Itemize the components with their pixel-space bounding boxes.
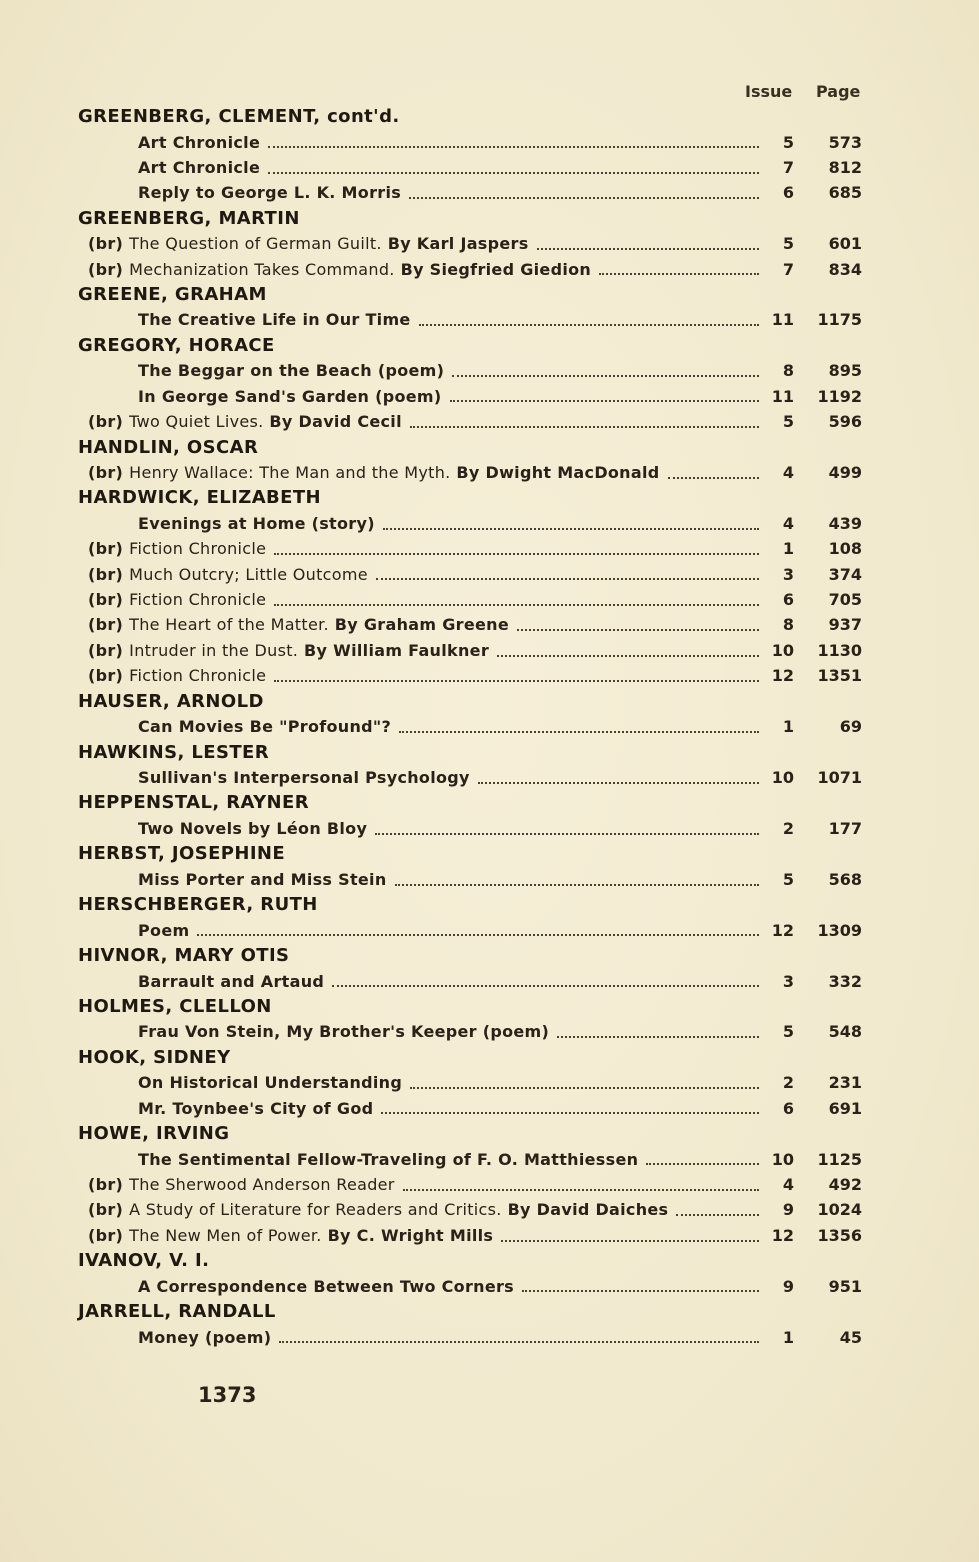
index-entry [0,358,979,383]
leader-dots [268,172,759,174]
entry-title-text: The Sherwood Anderson Reader [129,1175,395,1195]
index-entry [0,1096,979,1121]
index-entry [0,1147,979,1172]
leader-dots [452,375,759,377]
index-entry [0,1223,979,1248]
page-number-cell: 812 [828,157,862,177]
author-heading: JARRELL, RANDALL [78,1301,276,1323]
leader-dots [419,324,759,326]
entry-title [138,1147,638,1172]
index-entry [0,130,979,155]
entry-title [138,511,375,536]
issue-number: 8 [782,361,794,381]
entry-title-text: Henry Wallace: The Man and the Myth. [129,463,451,483]
index-entry [0,155,979,180]
page-number-cell: 951 [828,1276,862,1296]
entry-title-text: Mechanization Takes Command. [129,259,395,279]
page-number-cell: 1309 [817,920,862,940]
entry-title-text: Intruder in the Dust. [129,640,299,660]
issue-number: 6 [782,183,794,203]
issue-number: 5 [782,869,794,889]
leader-dots [403,1189,759,1191]
leader-dots [478,782,759,784]
page-number-cell: 601 [828,234,862,254]
entry-title [138,918,189,943]
entry-title [88,536,266,561]
reviewed-author: By William Faulkner [304,640,490,660]
index-entry [0,536,979,561]
issue-number: 2 [782,1073,794,1093]
page-number-cell: 937 [828,615,862,635]
entry-title [88,562,368,587]
leader-dots [450,400,760,402]
leader-dots [522,1290,759,1292]
entry-title [138,1070,402,1095]
issue-number: 1 [782,539,794,559]
reviewed-author: By Graham Greene [334,615,509,635]
issue-number: 4 [782,513,794,533]
page-number-cell: 108 [828,539,862,559]
page-number-cell: 439 [828,513,862,533]
author-heading: HERBST, JOSEPHINE [78,843,286,865]
entry-title [88,587,266,612]
entry-title [138,816,367,841]
author-heading: HOLMES, CLELLON [78,995,272,1017]
book-review-tag: (br) [88,1200,124,1220]
leader-dots [383,528,759,530]
author-heading: HOOK, SIDNEY [78,1046,231,1068]
page-number-cell: 1175 [817,310,862,330]
author-heading: HAWKINS, LESTER [78,741,269,763]
issue-number: 12 [771,666,794,686]
book-review-tag: (br) [88,590,124,610]
entry-title [138,1019,549,1044]
entry-title-text: The New Men of Power. [129,1225,322,1245]
index-entry [0,511,979,536]
entry-title [138,714,391,739]
index-entry [0,231,979,256]
issue-number: 1 [782,717,794,737]
entry-title-text: The Beggar on the Beach (poem) [138,361,445,381]
entry-title [138,307,411,332]
column-headers [0,82,979,104]
entry-title-text: On Historical Understanding [138,1073,403,1093]
reviewed-author: By Siegfried Giedion [400,259,592,279]
reviewed-author: By David Cecil [269,412,402,432]
entry-title-text: Art Chronicle [138,132,261,152]
author-heading: HAUSER, ARNOLD [78,690,264,712]
leader-dots [517,629,759,631]
entry-title-text: The Heart of the Matter. [129,615,329,635]
author-heading: HERSCHBERGER, RUTH [78,894,318,916]
author-heading: IVANOV, V. I. [78,1250,210,1272]
entry-title-text: Fiction Chronicle [129,590,267,610]
issue-number: 10 [771,768,794,788]
issue-number: 9 [782,1276,794,1296]
page-number-cell: 1071 [817,768,862,788]
leader-dots [557,1036,759,1038]
index-entry [0,1070,979,1095]
entry-title-text: Fiction Chronicle [129,539,267,559]
leader-dots [279,1341,759,1343]
page-number-cell: 332 [828,971,862,991]
index-entry [0,1274,979,1299]
book-review-tag: (br) [88,640,124,660]
leader-dots [376,578,759,580]
leader-dots [274,604,759,606]
page-number-cell: 573 [828,132,862,152]
entry-title-text: Barrault and Artaud [138,971,325,991]
leader-dots [274,553,759,555]
author-heading: HEPPENSTAL, RAYNER [78,792,309,814]
entry-title [88,460,660,485]
issue-number: 3 [782,971,794,991]
issue-number: 7 [782,157,794,177]
issue-number: 5 [782,132,794,152]
entry-title-text: The Question of German Guilt. [129,234,382,254]
issue-number: 3 [782,564,794,584]
entry-title [88,1197,668,1222]
page-number-cell: 69 [839,717,862,737]
entry-title [138,155,260,180]
page-number-cell: 1125 [817,1149,862,1169]
book-review-tag: (br) [88,615,124,635]
author-heading: HARDWICK, ELIZABETH [78,487,322,509]
index-entry [0,257,979,282]
issue-number: 5 [782,234,794,254]
entry-title [138,358,444,383]
entry-title-text: Art Chronicle [138,157,261,177]
book-review-tag: (br) [88,1175,124,1195]
leader-dots [410,426,759,428]
index-entry [0,180,979,205]
page-number: 1373 [198,1383,257,1407]
issue-number: 5 [782,412,794,432]
book-review-tag: (br) [88,666,124,686]
leader-dots [399,731,759,733]
entry-title [138,969,324,994]
entry-title-text: Reply to George L. K. Morris [138,183,402,203]
page-number-cell: 374 [828,564,862,584]
entry-title [138,1096,373,1121]
author-index [0,104,979,1350]
entry-title [88,612,509,637]
page-number-cell: 1192 [817,386,862,406]
entry-title-text: Two Novels by Léon Bloy [138,818,368,838]
entry-title [138,1325,271,1350]
leader-dots [497,655,759,657]
page-number-cell: 499 [828,463,862,483]
entry-title [138,384,442,409]
book-review-tag: (br) [88,259,124,279]
leader-dots [268,146,759,148]
reviewed-author: By Dwight MacDonald [456,463,660,483]
index-entry [0,307,979,332]
issue-number: 8 [782,615,794,635]
entry-title-text: In George Sand's Garden (poem) [138,386,442,406]
book-review-tag: (br) [88,234,124,254]
entry-title-text: Fiction Chronicle [129,666,267,686]
entry-title-text: Two Quiet Lives. [129,412,264,432]
author-heading: GREENBERG, MARTIN [78,207,300,229]
book-review-tag: (br) [88,564,124,584]
issue-number: 6 [782,1098,794,1118]
leader-dots [410,1087,759,1089]
page-number-cell: 231 [828,1073,862,1093]
issue-number: 10 [771,1149,794,1169]
leader-dots [197,934,759,936]
page-number-cell: 895 [828,361,862,381]
issue-number: 6 [782,590,794,610]
page-number-cell: 1130 [817,640,862,660]
index-entry [0,969,979,994]
author-heading: GREGORY, HORACE [78,334,275,356]
entry-title [138,130,260,155]
index-entry [0,867,979,892]
page-number-cell: 45 [839,1327,862,1347]
page-number-cell: 568 [828,869,862,889]
index-entry [0,1197,979,1222]
reviewed-author: By C. Wright Mills [327,1225,494,1245]
issue-number: 10 [771,640,794,660]
issue-number: 12 [771,920,794,940]
book-review-tag: (br) [88,1225,124,1245]
issue-number: 7 [782,259,794,279]
page-number-cell: 492 [828,1175,862,1195]
entry-title-text: The Sentimental Fellow-Traveling of F. O. Matthiessen [138,1149,639,1169]
index-entry [0,587,979,612]
issue-number: 11 [771,310,794,330]
page-number-cell: 834 [828,259,862,279]
author-heading: HOWE, IRVING [78,1123,230,1145]
entry-title [88,409,402,434]
page-number-cell: 705 [828,590,862,610]
page-number-cell: 1024 [817,1200,862,1220]
index-entry [0,638,979,663]
index-entry [0,1325,979,1350]
entry-title [138,180,401,205]
index-entry [0,409,979,434]
author-heading: GREENBERG, CLEMENT, cont'd. [78,106,400,127]
page-column-header: Page [816,82,861,101]
entry-title-text: Miss Porter and Miss Stein [138,869,387,889]
issue-number: 5 [782,1022,794,1042]
leader-dots [332,985,759,987]
entry-title-text: A Correspondence Between Two Corners [138,1276,515,1296]
leader-dots [274,680,759,682]
index-entry [0,1172,979,1197]
entry-title [88,257,591,282]
index-entry [0,918,979,943]
entry-title-text: A Study of Literature for Readers and Critics. [129,1200,502,1220]
issue-column-header: Issue [745,82,793,101]
issue-number: 4 [782,1175,794,1195]
leader-dots [375,833,759,835]
entry-title-text: Frau Von Stein, My Brother's Keeper (poem) [138,1022,550,1042]
index-entry [0,816,979,841]
entry-title [88,638,489,663]
book-review-tag: (br) [88,539,124,559]
issue-number: 12 [771,1225,794,1245]
index-entry [0,384,979,409]
leader-dots [395,884,759,886]
entry-title-text: Sullivan's Interpersonal Psychology [138,768,470,788]
leader-dots [646,1163,759,1165]
leader-dots [599,273,759,275]
entry-title [138,867,387,892]
leader-dots [381,1112,759,1114]
entry-title [138,1274,514,1299]
issue-number: 11 [771,386,794,406]
index-entry [0,714,979,739]
author-heading: HIVNOR, MARY OTIS [78,945,290,967]
issue-number: 2 [782,818,794,838]
leader-dots [537,248,759,250]
page-number-cell: 685 [828,183,862,203]
reviewed-author: By Karl Jaspers [387,234,529,254]
leader-dots [676,1214,759,1216]
leader-dots [501,1240,759,1242]
entry-title-text: Evenings at Home (story) [138,513,375,533]
entry-title [88,663,266,688]
page-number-cell: 548 [828,1022,862,1042]
entry-title [138,765,470,790]
index-entry [0,765,979,790]
page-number-cell: 691 [828,1098,862,1118]
entry-title [88,1223,493,1248]
index-entry [0,663,979,688]
page-number-cell: 1356 [817,1225,862,1245]
page-number-cell: 596 [828,412,862,432]
entry-title [88,1172,395,1197]
entry-title [88,231,529,256]
index-entry [0,562,979,587]
leader-dots [409,197,759,199]
entry-title-text: Mr. Toynbee's City of God [138,1098,374,1118]
page-number-cell: 1351 [817,666,862,686]
book-review-tag: (br) [88,412,124,432]
issue-number: 9 [782,1200,794,1220]
entry-title-text: The Creative Life in Our Time [138,310,411,330]
index-entry [0,460,979,485]
issue-number: 1 [782,1327,794,1347]
index-entry [0,612,979,637]
author-heading: GREENE, GRAHAM [78,283,267,305]
author-heading: HANDLIN, OSCAR [78,436,259,458]
book-review-tag: (br) [88,463,124,483]
entry-title-text: Poem [138,920,190,940]
issue-number: 4 [782,463,794,483]
index-entry [0,1019,979,1044]
page-number-cell: 177 [828,818,862,838]
leader-dots [668,477,759,479]
reviewed-author: By David Daiches [507,1200,669,1220]
entry-title-text: Money (poem) [138,1327,272,1347]
entry-title-text: Can Movies Be "Profound"? [138,717,392,737]
entry-title-text: Much Outcry; Little Outcome [129,564,368,584]
